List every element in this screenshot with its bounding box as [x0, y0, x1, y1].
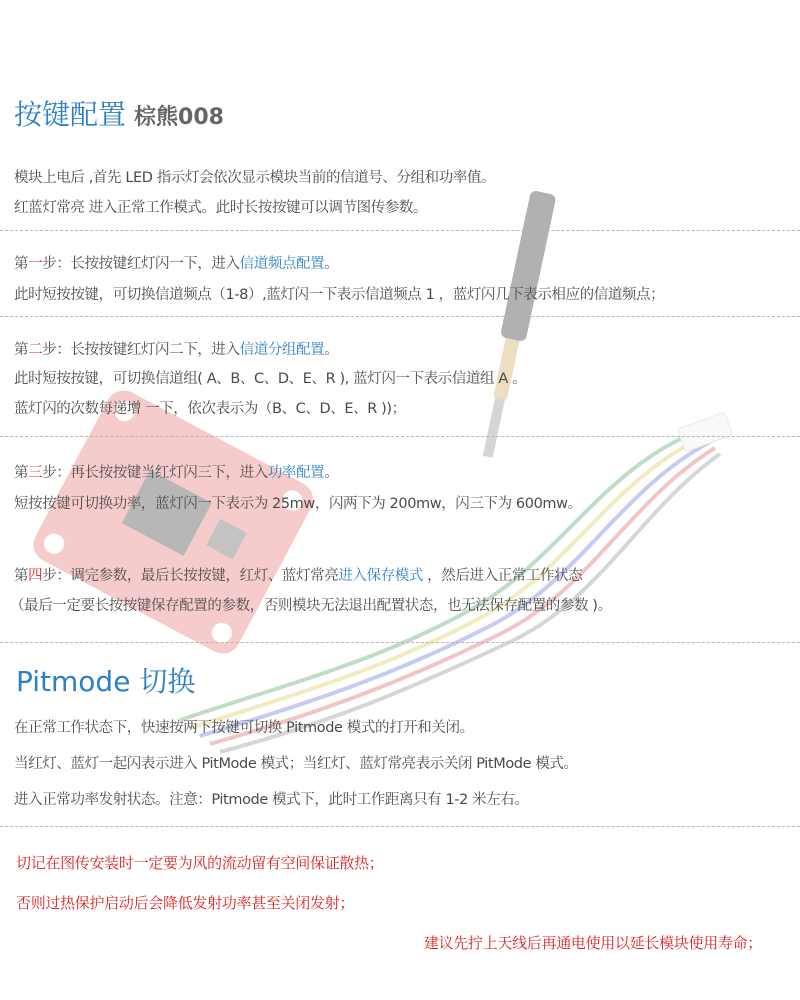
warning-line-2: 否则过热保护启动后会降低发射功率甚至关闭发射； — [16, 894, 355, 912]
warning-line-1: 切记在图传安装时一定要为风的流动留有空间保证散热； — [16, 854, 384, 872]
divider — [0, 436, 800, 437]
section-title-pitmode: Pitmode 切换 — [16, 665, 196, 698]
step-2-heading: 第二步：长按按键红灯闪二下，进入信道分组配置。 — [14, 342, 339, 358]
step-2-link: 信道分组配置 — [239, 342, 325, 358]
step-1-detail: 此时短按按键，可切换信道频点（1-8）,蓝灯闪一下表示信道频点 1 ，蓝灯闪几下表示相应的信道频点； — [14, 287, 665, 303]
step-number: 一 — [28, 256, 43, 272]
divider — [0, 642, 800, 643]
step-1-link: 信道频点配置 — [239, 256, 325, 272]
intro-line-1: 模块上电后 ,首先 LED 指示灯会依次显示模块当前的信道号、分组和功率值。 — [14, 170, 496, 186]
step-number: 二 — [28, 342, 43, 358]
divider — [0, 826, 800, 827]
step-number: 三 — [28, 465, 43, 481]
step-3-heading: 第三步：再长按按键当红灯闪三下，进入功率配置。 — [14, 465, 339, 481]
product-name: 棕熊008 — [134, 105, 224, 130]
section-title-button-config — [14, 93, 224, 133]
step-2-detail-1: 此时短按按键，可切换信道组( A、B、C、D、E、R ), 蓝灯闪一下表示信道组 A 。 — [14, 371, 527, 387]
step-3-detail: 短按按键可切换功率，蓝灯闪一下表示为 25mw，闪两下为 200mw，闪三下为 600mw。 — [14, 496, 582, 512]
pitmode-line-1: 在正常工作状态下，快速按两下按键可切换 Pitmode 模式的打开和关闭。 — [14, 720, 474, 736]
step-4-heading: 第四步：调完参数，最后长按按键，红灯、蓝灯常亮进入保存模式 ，然后进入正常工作状态 — [14, 568, 583, 584]
step-3-link: 功率配置 — [267, 465, 325, 481]
vtx-board-image — [27, 384, 319, 660]
step-2-detail-2: 蓝灯闪的次数每递增 一下，依次表示为（B、C、D、E、R ))； — [14, 401, 406, 417]
pitmode-line-2: 当红灯、蓝灯一起闪表示进入 PitMode 模式；当红灯、蓝灯常亮表示关闭 PitMode 模式。 — [14, 756, 578, 772]
divider — [0, 230, 800, 231]
step-4-link: 进入保存模式 — [338, 568, 423, 584]
divider — [0, 316, 800, 317]
step-1-heading: 第一步：长按按键红灯闪一下，进入信道频点配置。 — [14, 256, 339, 272]
warning-line-3: 建议先拧上天线后再通电使用以延长模块使用寿命； — [423, 934, 762, 952]
step-number: 四 — [28, 568, 43, 584]
page-title: 按键配置 — [14, 98, 127, 131]
pitmode-line-3: 进入正常功率发射状态。注意：Pitmode 模式下，此时工作距离只有 1-2 米左右。 — [14, 792, 529, 808]
step-4-detail: （最后一定要长按按键保存配置的参数，否则模块无法退出配置状态，也无法保存配置的参数 )。 — [10, 598, 612, 614]
intro-line-2: 红蓝灯常亮 进入正常工作模式。此时长按按键可以调节图传参数。 — [14, 200, 428, 216]
